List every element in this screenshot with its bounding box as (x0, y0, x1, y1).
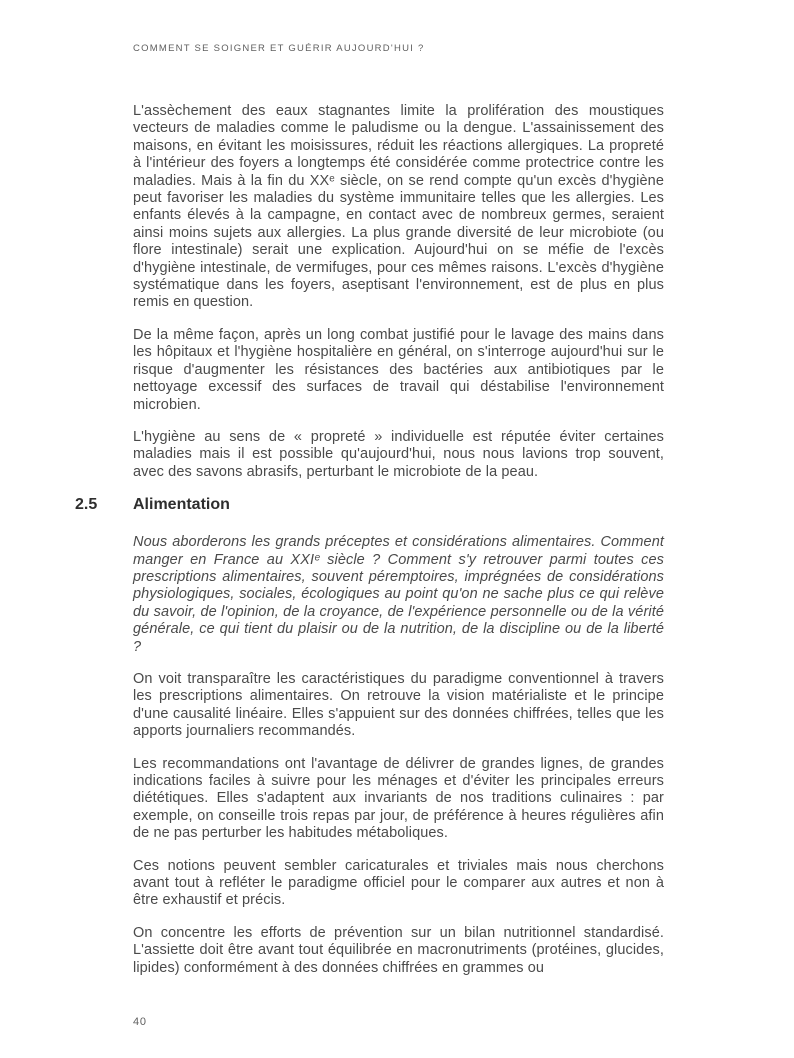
paragraph: L'hygiène au sens de « propreté » individuelle est réputée éviter certaines maladies mais il est possible qu'aujourd'hui, nous nous lavions trop souvent, avec des savons abrasifs, perturbant le microbiote de la peau. (133, 428, 664, 480)
paragraph: Ces notions peuvent sembler caricaturales et triviales mais nous cherchons avant tout à refléter le paradigme officiel pour le comparer aux autres et non à être exhaustif et précis. (133, 857, 664, 909)
paragraph: On concentre les efforts de prévention sur un bilan nutritionnel standardisé. L'assiette doit être avant tout équilibrée en macronutriments (protéines, glucides, lipides) conformément à des données chiffrées en grammes ou (133, 924, 664, 976)
page-number: 40 (133, 1016, 147, 1028)
paragraph: Les recommandations ont l'avantage de délivrer de grandes lignes, de grandes indications faciles à suivre pour les ménages et d'éviter les principales erreurs diététiques. Elles s'adaptent aux invariants de nos traditions culinaires : par exemple, on conseille trois repas par jour, de préférence à heures régulières afin de ne pas perturber les habitudes métaboliques. (133, 755, 664, 842)
paragraph: De la même façon, après un long combat justifié pour le lavage des mains dans les hôpitaux et l'hygiène hospitalière en général, on s'interroge aujourd'hui sur le risque d'augmenter les résistances des bactéries aux antibiotiques par le nettoyage excessif des surfaces de travail qui déstabilise l'environnement microbien. (133, 326, 664, 413)
section-heading (75, 496, 664, 514)
section-number: 2.5 (75, 496, 98, 514)
page-content (75, 103, 664, 992)
running-header: COMMENT SE SOIGNER ET GUÉRIR AUJOURD'HUI ? (133, 43, 425, 54)
paragraph: L'assèchement des eaux stagnantes limite la prolifération des moustiques vecteurs de maladies comme le paludisme ou la dengue. L'assainissement des maisons, en évitant les moisissures, réduit les réactions allergiques. La propreté à l'intérieur des foyers a longtemps été considérée comme protectrice contre les maladies. Mais à la fin du XXᵉ siècle, on se rend compte qu'un excès d'hygiène peut favoriser les maladies du système immunitaire telles que les allergies. Les enfants élevés à la campagne, en contact avec de nombreux germes, seraient ainsi moins sujets aux allergies. La plus grande diversité de leur microbiote (ou flore intestinale) serait une explication. Aujourd'hui on se méfie de l'excès d'hygiène intestinale, de vermifuges, pour ces mêmes raisons. L'excès d'hygiène systématique dans les foyers, aseptisant l'environnement, est de plus en plus remis en question. (133, 103, 664, 311)
paragraph-italic: Nous aborderons les grands préceptes et considérations alimentaires. Comment manger en France au XXIᵉ siècle ? Comment s'y retrouver parmi toutes ces prescriptions alimentaires, souvent péremptoires, imprégnées de considérations physiologiques, sociales, écologiques au point qu'on ne sache plus ce qui relève du savoir, de l'opinion, de la croyance, de l'expérience personnelle ou de la vérité générale, ce qui tient du plaisir ou de la nutrition, de la discipline ou de la liberté ? (133, 534, 664, 655)
section-title: Alimentation (133, 496, 230, 514)
paragraph: On voit transparaître les caractéristiques du paradigme conventionnel à travers les prescriptions alimentaires. On retrouve la vision matérialiste et le principe d'une causalité linéaire. Elles s'appuient sur des données chiffrées, telles que les apports journaliers recommandés. (133, 670, 664, 740)
